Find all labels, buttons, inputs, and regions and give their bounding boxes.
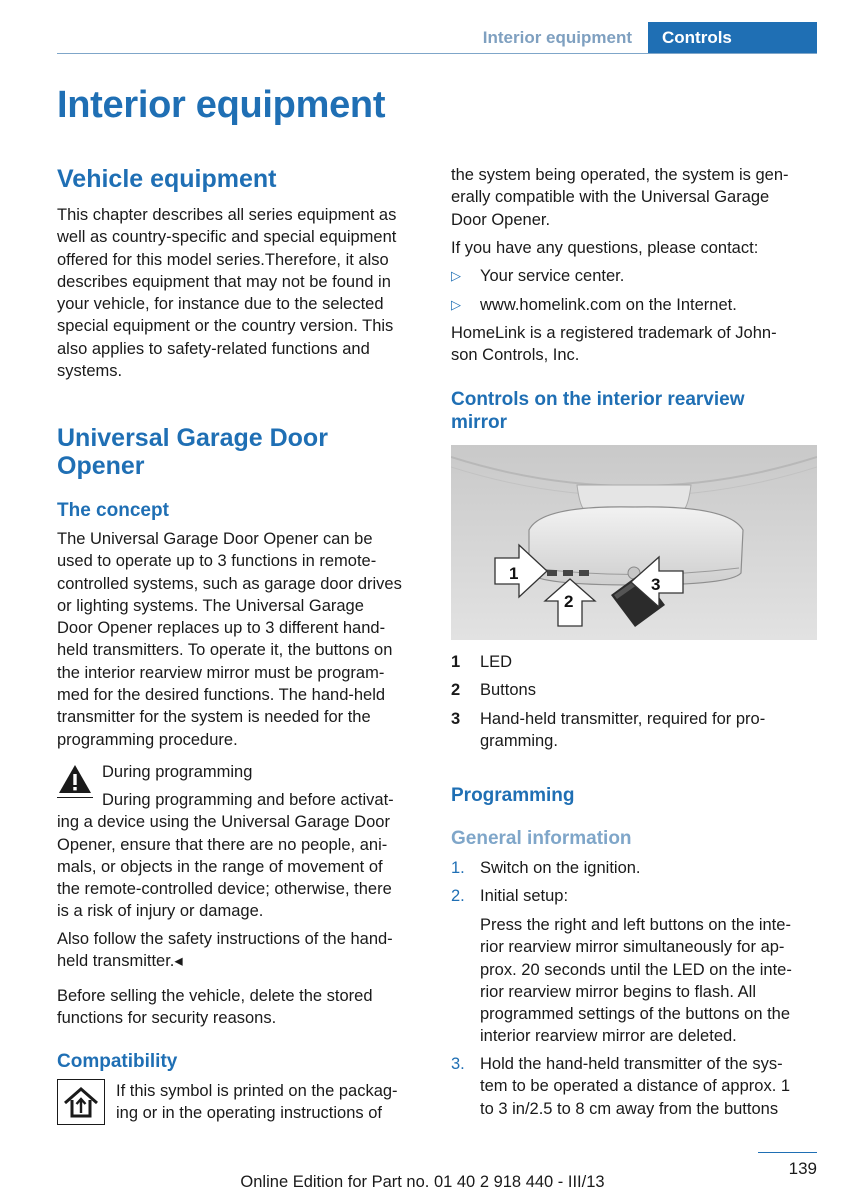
text-line: erally compatible with the Universal Garage bbox=[451, 188, 770, 207]
text-line: Opener, ensure that there are no people, ani- bbox=[57, 835, 388, 854]
heading-line: Opener bbox=[57, 452, 145, 480]
legend-label: Buttons bbox=[480, 681, 536, 699]
concept-text bbox=[57, 528, 427, 751]
vehicle-equipment-heading: Vehicle equipment bbox=[57, 165, 277, 193]
header-section-title: Interior equipment bbox=[482, 28, 632, 47]
text-line: med for the desired functions. The hand-held bbox=[57, 686, 386, 705]
text-line: Door Opener. bbox=[451, 210, 551, 229]
text-line: son Controls, Inc. bbox=[451, 346, 580, 365]
step-text: Initial setup: bbox=[480, 887, 569, 905]
step-number: 2. bbox=[451, 887, 465, 905]
ugdo-heading bbox=[57, 424, 328, 480]
text-line: the system being operated, the system is gen- bbox=[451, 166, 789, 184]
step-text: rior rearview mirror begins to flash. All bbox=[480, 982, 757, 1001]
legend-number: 1 bbox=[451, 653, 461, 671]
questions-text: If you have any questions, please contact: bbox=[451, 239, 759, 257]
text-line: ing a device using the Universal Garage Door bbox=[57, 813, 390, 832]
triangle-bullet-icon: ▷ bbox=[451, 268, 461, 283]
text-line: During programming and before activat- bbox=[102, 791, 394, 809]
text-line: or lighting systems. The Universal Garage bbox=[57, 596, 364, 615]
legend-item bbox=[451, 651, 821, 673]
text-line: transmitter for the system is needed for the bbox=[57, 708, 371, 727]
heading-line: Universal Garage Door bbox=[57, 424, 328, 452]
heading-line: mirror bbox=[451, 412, 507, 433]
general-information-heading: General information bbox=[451, 828, 632, 849]
legend-item bbox=[451, 708, 821, 753]
triangle-bullet-icon: ▷ bbox=[451, 297, 461, 312]
step-item bbox=[451, 1053, 821, 1120]
header-divider bbox=[57, 53, 817, 54]
text-line: special equipment or the country version. This bbox=[57, 317, 394, 336]
safety-text bbox=[57, 928, 427, 973]
step-detail bbox=[451, 914, 821, 1048]
programming-heading: Programming bbox=[451, 785, 575, 806]
step-number: 1. bbox=[451, 859, 465, 877]
legend-number: 3 bbox=[451, 710, 461, 728]
figure-callout-3: 3 bbox=[651, 575, 661, 594]
contact-item bbox=[451, 265, 624, 287]
step-text: tem to be operated a distance of approx. 1 bbox=[480, 1077, 791, 1096]
text-line: programming procedure. bbox=[57, 730, 238, 749]
footer-edition-text: Online Edition for Part no. 01 40 2 918 440 - III/13 bbox=[240, 1173, 605, 1191]
text-line: the interior rearview mirror must be program- bbox=[57, 663, 385, 682]
text-line: mals, or objects in the range of movement of bbox=[57, 857, 383, 876]
warning-title: During programming bbox=[102, 763, 253, 781]
step-number: 3. bbox=[451, 1055, 465, 1073]
text-line: well as country-specific and special equipment bbox=[57, 228, 397, 247]
figure-callout-1: 1 bbox=[509, 564, 519, 583]
text-line: your vehicle, for instance due to the selected bbox=[57, 295, 384, 314]
text-line: the remote-controlled device; otherwise, there bbox=[57, 880, 392, 899]
text-line: controlled systems, such as garage door drives bbox=[57, 574, 402, 593]
contact-label: www.homelink.com on the Internet. bbox=[480, 296, 737, 314]
text-line: used to operate up to 3 functions in remote- bbox=[57, 552, 377, 571]
text-line: Before selling the vehicle, delete the stored bbox=[57, 987, 373, 1005]
step-item bbox=[451, 857, 821, 879]
step-text: Hold the hand-held transmitter of the sys- bbox=[480, 1055, 783, 1073]
text-line: The Universal Garage Door Opener can be bbox=[57, 530, 373, 548]
text-line: also applies to safety-related functions and bbox=[57, 339, 370, 358]
header-chapter-tab[interactable]: Controls bbox=[648, 22, 817, 54]
rearview-mirror-figure bbox=[451, 445, 817, 640]
figure-callout-2: 2 bbox=[564, 592, 574, 611]
text-line: Also follow the safety instructions of the hand- bbox=[57, 930, 393, 948]
text-line: describes equipment that may not be found in bbox=[57, 272, 391, 291]
warning-text bbox=[57, 789, 427, 923]
text-line: ing or in the operating instructions of bbox=[116, 1104, 382, 1123]
step-text: Press the right and left buttons on the inte- bbox=[480, 916, 791, 934]
step-item bbox=[451, 885, 821, 907]
text-line: is a risk of injury or damage. bbox=[57, 902, 264, 921]
legend-item bbox=[451, 679, 821, 701]
contact-item bbox=[451, 294, 737, 316]
homelink-icon bbox=[57, 1079, 105, 1125]
step-text: interior rearview mirror are deleted. bbox=[480, 1027, 737, 1046]
footer-divider bbox=[758, 1152, 817, 1153]
text-line: HomeLink is a registered trademark of John- bbox=[451, 324, 777, 342]
concept-heading: The concept bbox=[57, 500, 169, 521]
step-text: prox. 20 seconds until the LED on the inte- bbox=[480, 960, 792, 979]
step-text: to 3 in/2.5 to 8 cm away from the buttons bbox=[480, 1099, 779, 1118]
step-text: Switch on the ignition. bbox=[480, 859, 641, 877]
text-line: If this symbol is printed on the packag- bbox=[116, 1082, 398, 1100]
trademark-text bbox=[451, 322, 821, 367]
compatibility-text bbox=[116, 1080, 426, 1125]
text-line: offered for this model series.Therefore, it also bbox=[57, 250, 389, 269]
legend-number: 2 bbox=[451, 681, 461, 699]
controls-heading bbox=[451, 388, 745, 434]
compatibility-heading: Compatibility bbox=[57, 1051, 178, 1072]
text-line: This chapter describes all series equipment as bbox=[57, 206, 397, 224]
page-number: 139 bbox=[788, 1159, 817, 1178]
text-line: held transmitter.◂ bbox=[57, 952, 183, 971]
legend-label: Hand-held transmitter, required for pro- bbox=[480, 710, 766, 728]
vehicle-equipment-text bbox=[57, 204, 427, 382]
compatibility-continued-text bbox=[451, 164, 821, 231]
text-line: systems. bbox=[57, 362, 123, 381]
step-text: rior rearview mirror simultaneously for ap- bbox=[480, 938, 785, 957]
selling-text bbox=[57, 985, 427, 1030]
text-line: held transmitters. To operate it, the buttons on bbox=[57, 641, 393, 660]
legend-label: LED bbox=[480, 653, 513, 671]
text-line: functions for security reasons. bbox=[57, 1009, 277, 1028]
contact-label: Your service center. bbox=[480, 267, 625, 285]
heading-line: Controls on the interior rearview bbox=[451, 389, 745, 410]
legend-label: gramming. bbox=[480, 732, 558, 751]
text-line: Door Opener replaces up to 3 different hand- bbox=[57, 619, 386, 638]
page-title: Interior equipment bbox=[57, 84, 386, 126]
step-text: programmed settings of the buttons on the bbox=[480, 1005, 791, 1024]
